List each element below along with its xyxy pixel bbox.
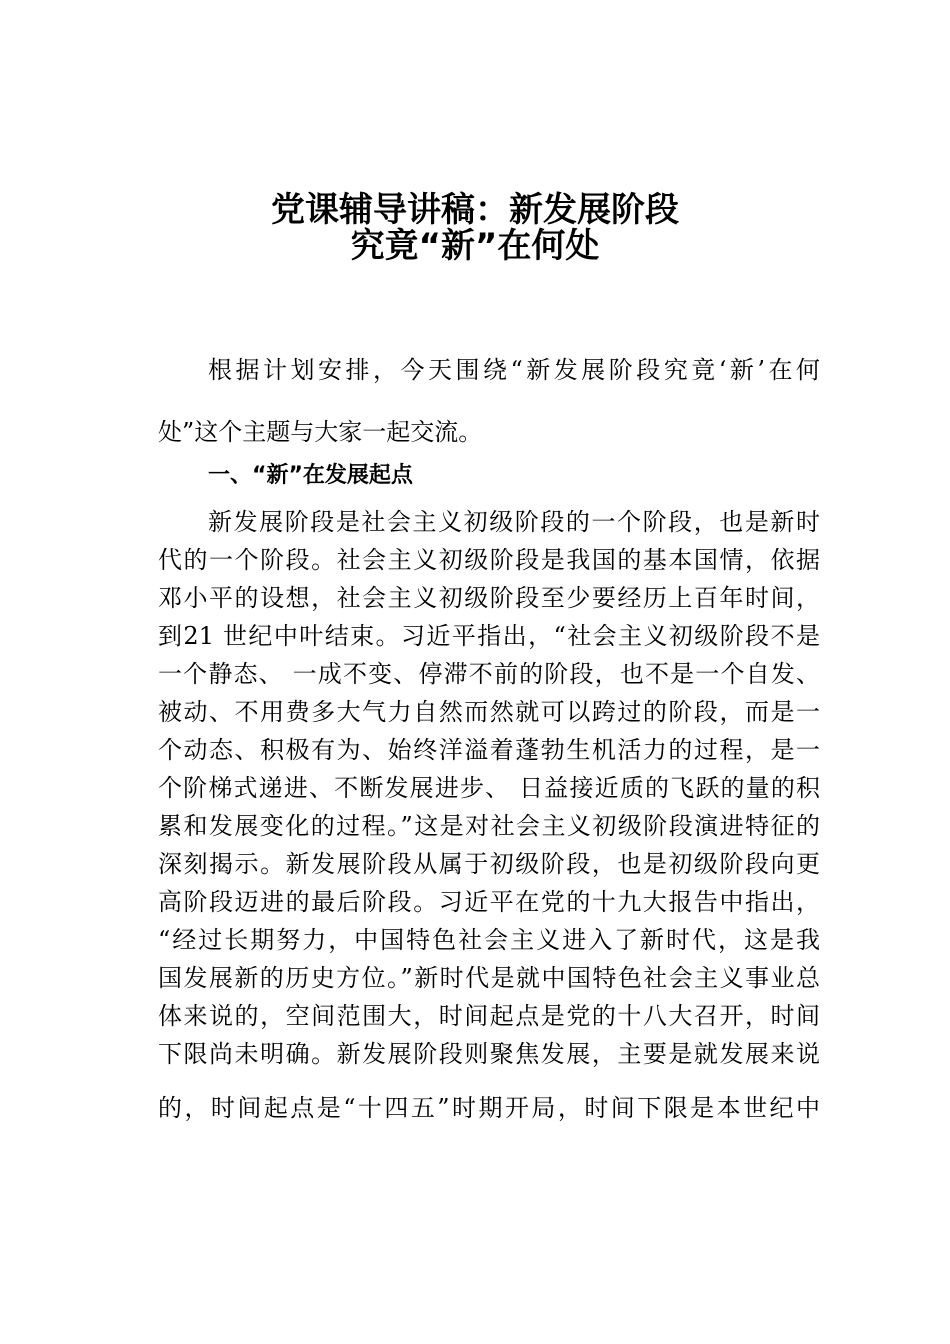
title-line-1: 党课辅导讲稿：新发展阶段 (271, 190, 679, 230)
body-line: 深刻揭示。新发展阶段从属于初级阶段，也是初级阶段向更 (158, 850, 820, 878)
body-line: 新发展阶段是社会主义初级阶段的一个阶段，也是新时 (208, 508, 820, 536)
body-line: 国发展新的历史方位。”新时代是就中国特色社会主义事业总 (158, 964, 820, 992)
body-line: 一个静态、 一成不变、停滞不前的阶段，也不是一个自发、 (158, 660, 820, 688)
body-line: “经过长期努力，中国特色社会主义进入了新时代，这是我 (158, 926, 820, 954)
body-line: 个阶梯式递进、不断发展进步、 日益接近质的飞跃的量的积 (158, 774, 820, 802)
body-line: 被动、不用费多大气力自然而然就可以跨过的阶段，而是一 (158, 698, 820, 726)
title-line-2: 究竟“新”在何处 (350, 226, 600, 266)
body-line: 代的一个阶段。社会主义初级阶段是我国的基本国情，依据 (158, 546, 820, 574)
body-line: 高阶段迈进的最后阶段。习近平在党的十九大报告中指出， (158, 888, 820, 916)
body-line: 累和发展变化的过程。”这是对社会主义初级阶段演进特征的 (158, 812, 820, 840)
section-1-heading: 一、“新”在发展起点 (208, 463, 413, 488)
intro-line-1: 根据计划安排，今天围绕“新发展阶段究竟‘新’在何 (208, 356, 820, 384)
intro-line-2: 处”这个主题与大家一起交流。 (158, 418, 483, 446)
body-line: 邓小平的设想，社会主义初级阶段至少要经历上百年时间， (158, 584, 820, 612)
body-line: 到21 世纪中叶结束。习近平指出，“社会主义初级阶段不是 (158, 622, 820, 650)
body-line: 的，时间起点是“十四五”时期开局，时间下限是本世纪中 (158, 1094, 820, 1122)
body-line: 下限尚未明确。新发展阶段则聚焦发展，主要是就发展来说 (158, 1040, 820, 1068)
body-line: 个动态、积极有为、始终洋溢着蓬勃生机活力的过程，是一 (158, 736, 820, 764)
body-line: 体来说的，空间范围大，时间起点是党的十八大召开，时间 (158, 1002, 820, 1030)
